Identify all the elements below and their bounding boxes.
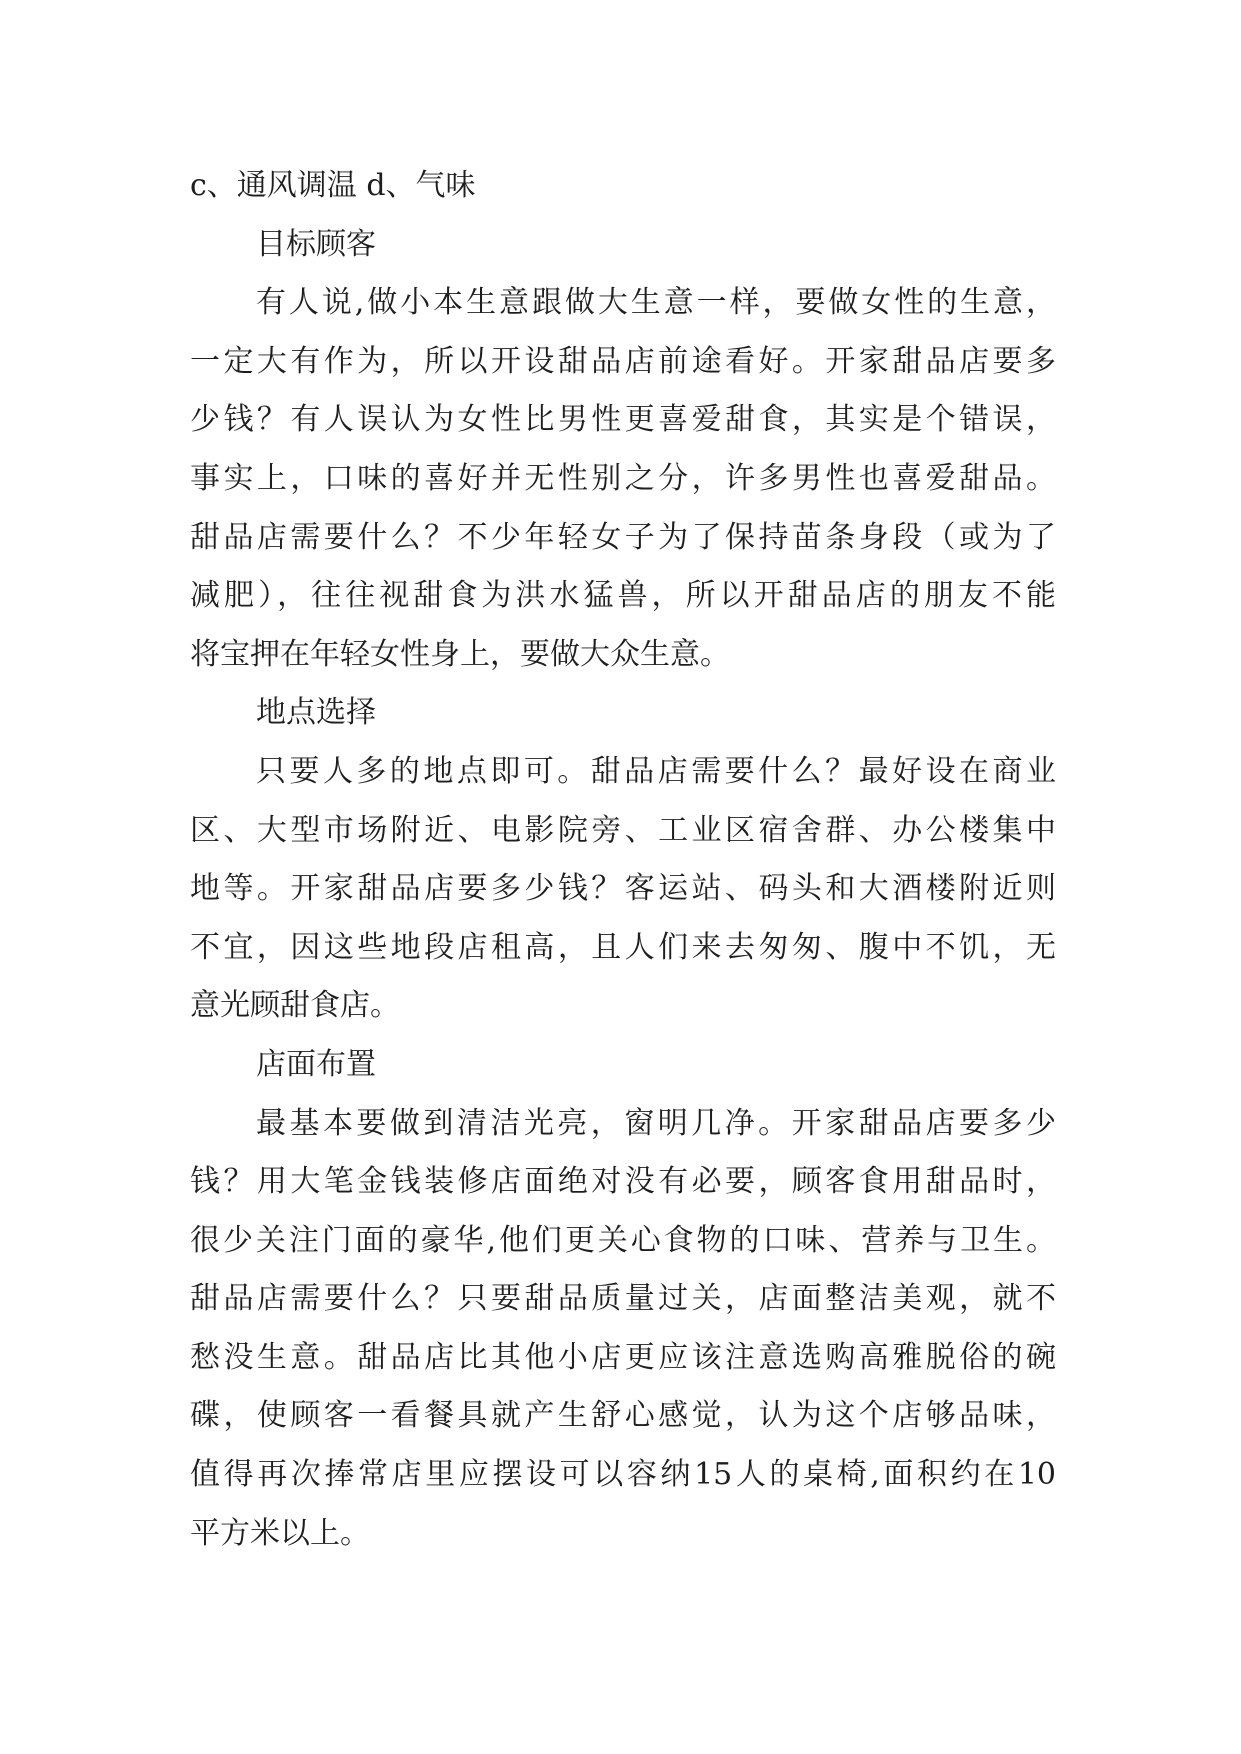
document-body [190,157,1056,1563]
paragraph-line: 区、大型市场附近、电影院旁、工业区宿舍群、办公楼集中 [190,812,1056,848]
paragraph-line: 值得再次捧常店里应摆设可以容纳15人的桌椅,面积约在10 [190,1457,1056,1493]
paragraph-line: 地等。开家甜品店要多少钱？客运站、码头和大酒楼附近则 [190,871,1056,907]
paragraph-line: 最基本要做到清洁光亮，窗明几净。开家甜品店要多少 [256,1105,1056,1141]
intro-line: c、通风调温 d、气味 [190,168,476,203]
paragraph-line: 减肥），往往视甜食为洪水猛兽，所以开甜品店的朋友不能 [190,578,1056,614]
paragraph-line: 将宝押在年轻女性身上，要做大众生意。 [190,636,730,672]
section-heading-location: 地点选择 [256,695,376,731]
paragraph-line: 意光顾甜食店。 [190,988,400,1024]
section-heading-target-customers: 目标顾客 [256,226,376,262]
paragraph-line: 少钱？有人误认为女性比男性更喜爱甜食，其实是个错误， [190,402,1056,438]
paragraph-line: 甜品店需要什么？不少年轻女子为了保持苗条身段（或为了 [190,519,1056,555]
paragraph-line: 一定大有作为，所以开设甜品店前途看好。开家甜品店要多 [190,343,1056,379]
paragraph-line: 钱？用大笔金钱装修店面绝对没有必要，顾客食用甜品时， [190,1164,1056,1200]
paragraph-line: 很少关注门面的豪华,他们更关心食物的口味、营养与卫生。 [190,1222,1056,1258]
section-heading-store-layout: 店面布置 [256,1046,376,1082]
paragraph-line: 有人说,做小本生意跟做大生意一样，要做女性的生意， [256,285,1056,321]
paragraph-line: 事实上，口味的喜好并无性别之分，许多男性也喜爱甜品。 [190,460,1056,496]
paragraph-line: 愁没生意。甜品店比其他小店更应该注意选购高雅脱俗的碗 [190,1339,1056,1375]
paragraph-line: 不宜，因这些地段店租高，且人们来去匆匆、腹中不饥，无 [190,929,1056,965]
paragraph-line: 只要人多的地点即可。甜品店需要什么？最好设在商业 [256,753,1056,789]
paragraph-line: 甜品店需要什么？只要甜品质量过关，店面整洁美观，就不 [190,1281,1056,1317]
paragraph-line: 平方米以上。 [190,1515,370,1551]
paragraph-line: 碟，使顾客一看餐具就产生舒心感觉，认为这个店够品味， [190,1398,1056,1434]
